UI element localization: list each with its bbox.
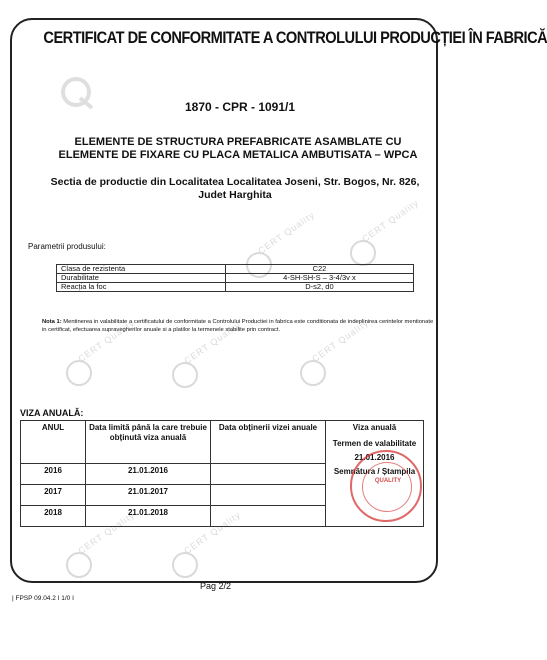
visa-label: Viza anuală <box>352 423 397 432</box>
header-year: ANUL <box>21 421 86 464</box>
header-obtained: Data obținerii vizei anuale <box>211 421 326 464</box>
note-label: Nota 1: <box>42 319 62 325</box>
row-year: 2017 <box>21 485 86 506</box>
viza-title: VIZA ANUALĂ: <box>20 408 84 418</box>
param-value: D-s2, d0 <box>225 283 413 292</box>
row-deadline: 21.01.2017 <box>86 485 211 506</box>
subject-line-2: ELEMENTE DE FIXARE CU PLACA METALICA AMBUTISATA – WPCA <box>58 149 418 161</box>
row-year: 2016 <box>21 464 86 485</box>
params-label: Parametrii produsului: <box>28 242 106 251</box>
table-row <box>57 274 414 283</box>
validity-date: 21.01.2016 <box>354 453 395 462</box>
table-row <box>57 265 414 274</box>
validity-label: Termen de valabilitate <box>332 439 417 448</box>
product-subject <box>18 136 458 162</box>
param-value: C22 <box>225 265 413 274</box>
production-section <box>25 176 445 202</box>
note-text: Mentinerea in valabilitate a certificatului de conformitate a Controlului Productiei in fabrica este conditionata de indeplinirea cerintelor mentionate in certificat, efectuarea supravegherilor anuale si a platilor la termenele stabilite prin contract. <box>42 319 434 333</box>
table-row <box>57 283 414 292</box>
stamp-seal: QUALITY <box>350 450 422 522</box>
row-deadline: 21.01.2016 <box>86 464 211 485</box>
param-name: Clasa de rezistenta <box>57 265 226 274</box>
param-name: Durabilitate <box>57 274 226 283</box>
section-line-2: Judet Harghita <box>198 189 272 201</box>
signature-label: Semnătura / Ștampila <box>333 467 416 476</box>
param-name: Reacția la foc <box>57 283 226 292</box>
params-table <box>56 264 414 292</box>
subject-line-1: ELEMENTE DE STRUCTURA PREFABRICATE ASAMBLATE CU <box>74 136 402 148</box>
param-value: 4-SH-SH-S – 3-4/3v x <box>225 274 413 283</box>
header-deadline: Data limită până la care trebuie obținută viza anuală <box>86 421 211 464</box>
row-year: 2018 <box>21 506 86 527</box>
row-deadline: 21.01.2018 <box>86 506 211 527</box>
section-line-1: Sectia de productie din Localitatea Localitatea Joseni, Str. Bogos, Nr. 826, <box>50 176 420 188</box>
certificate-title: CERTIFICAT DE CONFORMITATE A CONTROLULUI PRODUCȚIEI ÎN FABRICĂ <box>43 28 547 47</box>
row-obtained <box>211 485 326 506</box>
document-footer: | FPSP 09.04.2 I 1/0 I <box>12 595 74 602</box>
row-obtained <box>211 464 326 485</box>
page-number: Pag 2/2 <box>200 581 232 591</box>
certificate-code: 1870 - CPR - 1091/1 <box>184 100 296 114</box>
row-obtained <box>211 506 326 527</box>
